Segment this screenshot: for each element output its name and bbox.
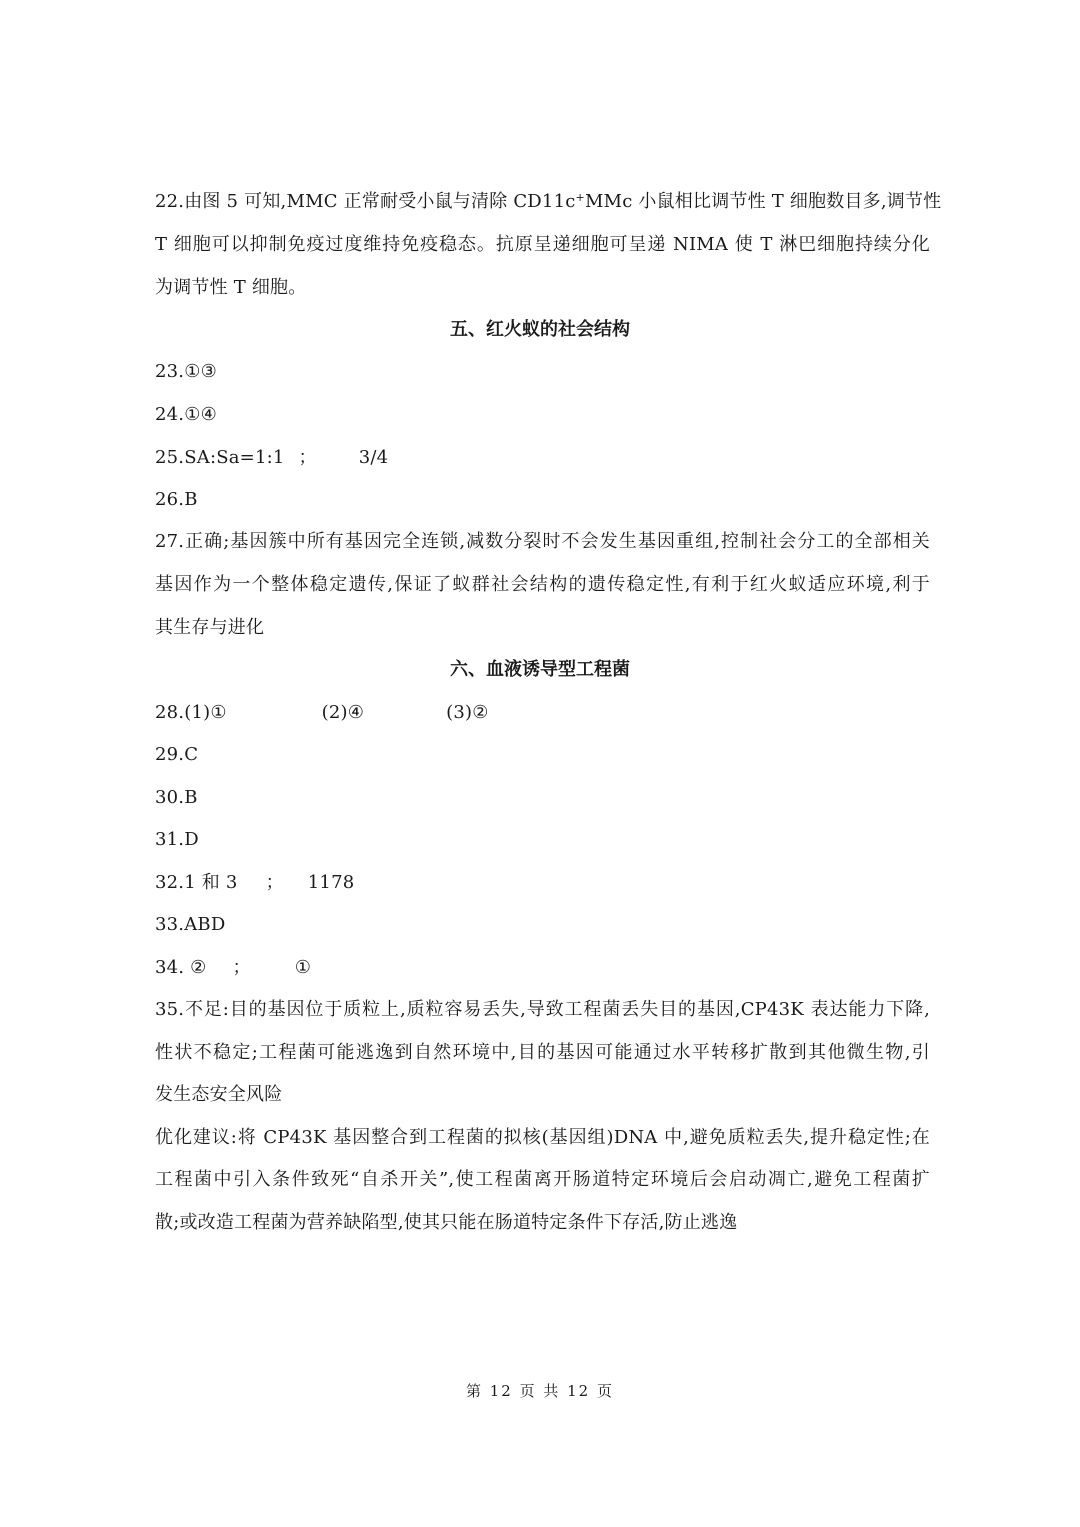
q22-line-3: 为调节性 T 细胞。 [155, 277, 307, 298]
page-number: 第 12 页 共 12 页 [465, 1382, 614, 1400]
q22-line-2: T 细胞可以抑制免疫过度维持免疫稳态。抗原呈递细胞可呈递 NIMA 使 T 淋巴细胞持续分化 [155, 234, 930, 255]
q35-line-2: 性状不稳定;工程菌可能逃逸到自然环境中,目的基因可能通过水平转移扩散到其他微生物,引 [155, 1042, 930, 1063]
answer-30: 30.B [155, 787, 198, 808]
q35-line-1: 35.不足:目的基因位于质粒上,质粒容易丢失,导致工程菌丢失目的基因,CP43K 表达能力下降, [155, 999, 930, 1020]
answer-33: 33.ABD [155, 914, 226, 935]
answer-31: 31.D [155, 829, 199, 850]
answer-25: 25.SA:Sa=1:1 ； 3/4 [155, 447, 389, 468]
q22-line-1: 22.由图 5 可知,MMC 正常耐受小鼠与清除 CD11c+MMc 小鼠相比调节性 T 细胞数目多,调节性 [155, 191, 942, 212]
optimization-line-3: 散;或改造工程菌为营养缺陷型,使其只能在肠道特定条件下存活,防止逃逸 [155, 1212, 738, 1233]
answer-29: 29.C [155, 744, 199, 765]
q27-line-1: 27.正确;基因簇中所有基因完全连锁,减数分裂时不会发生基因重组,控制社会分工的全部相关 [155, 531, 930, 552]
section-6-heading: 六、血液诱导型工程菌 [450, 659, 630, 680]
answer-34: 34. ② ； ① [155, 957, 312, 978]
answer-26: 26.B [155, 489, 198, 510]
answer-28: 28.(1)① (2)④ (3)② [155, 702, 489, 723]
answer-32: 32.1 和 3 ； 1178 [155, 872, 355, 893]
optimization-line-1: 优化建议:将 CP43K 基因整合到工程菌的拟核(基因组)DNA 中,避免质粒丢失,提升稳定性;在 [155, 1127, 930, 1148]
q27-line-3: 其生存与进化 [155, 617, 265, 638]
answer-23: 23.①③ [155, 361, 217, 382]
q27-line-2: 基因作为一个整体稳定遗传,保证了蚁群社会结构的遗传稳定性,有利于红火蚁适应环境,利于 [155, 574, 930, 595]
optimization-line-2: 工程菌中引入条件致死“自杀开关”,使工程菌离开肠道特定环境后会启动凋亡,避免工程菌扩 [155, 1169, 930, 1190]
q35-line-3: 发生态安全风险 [155, 1084, 283, 1105]
section-5-heading: 五、红火蚁的社会结构 [450, 319, 630, 340]
answer-24: 24.①④ [155, 404, 217, 425]
